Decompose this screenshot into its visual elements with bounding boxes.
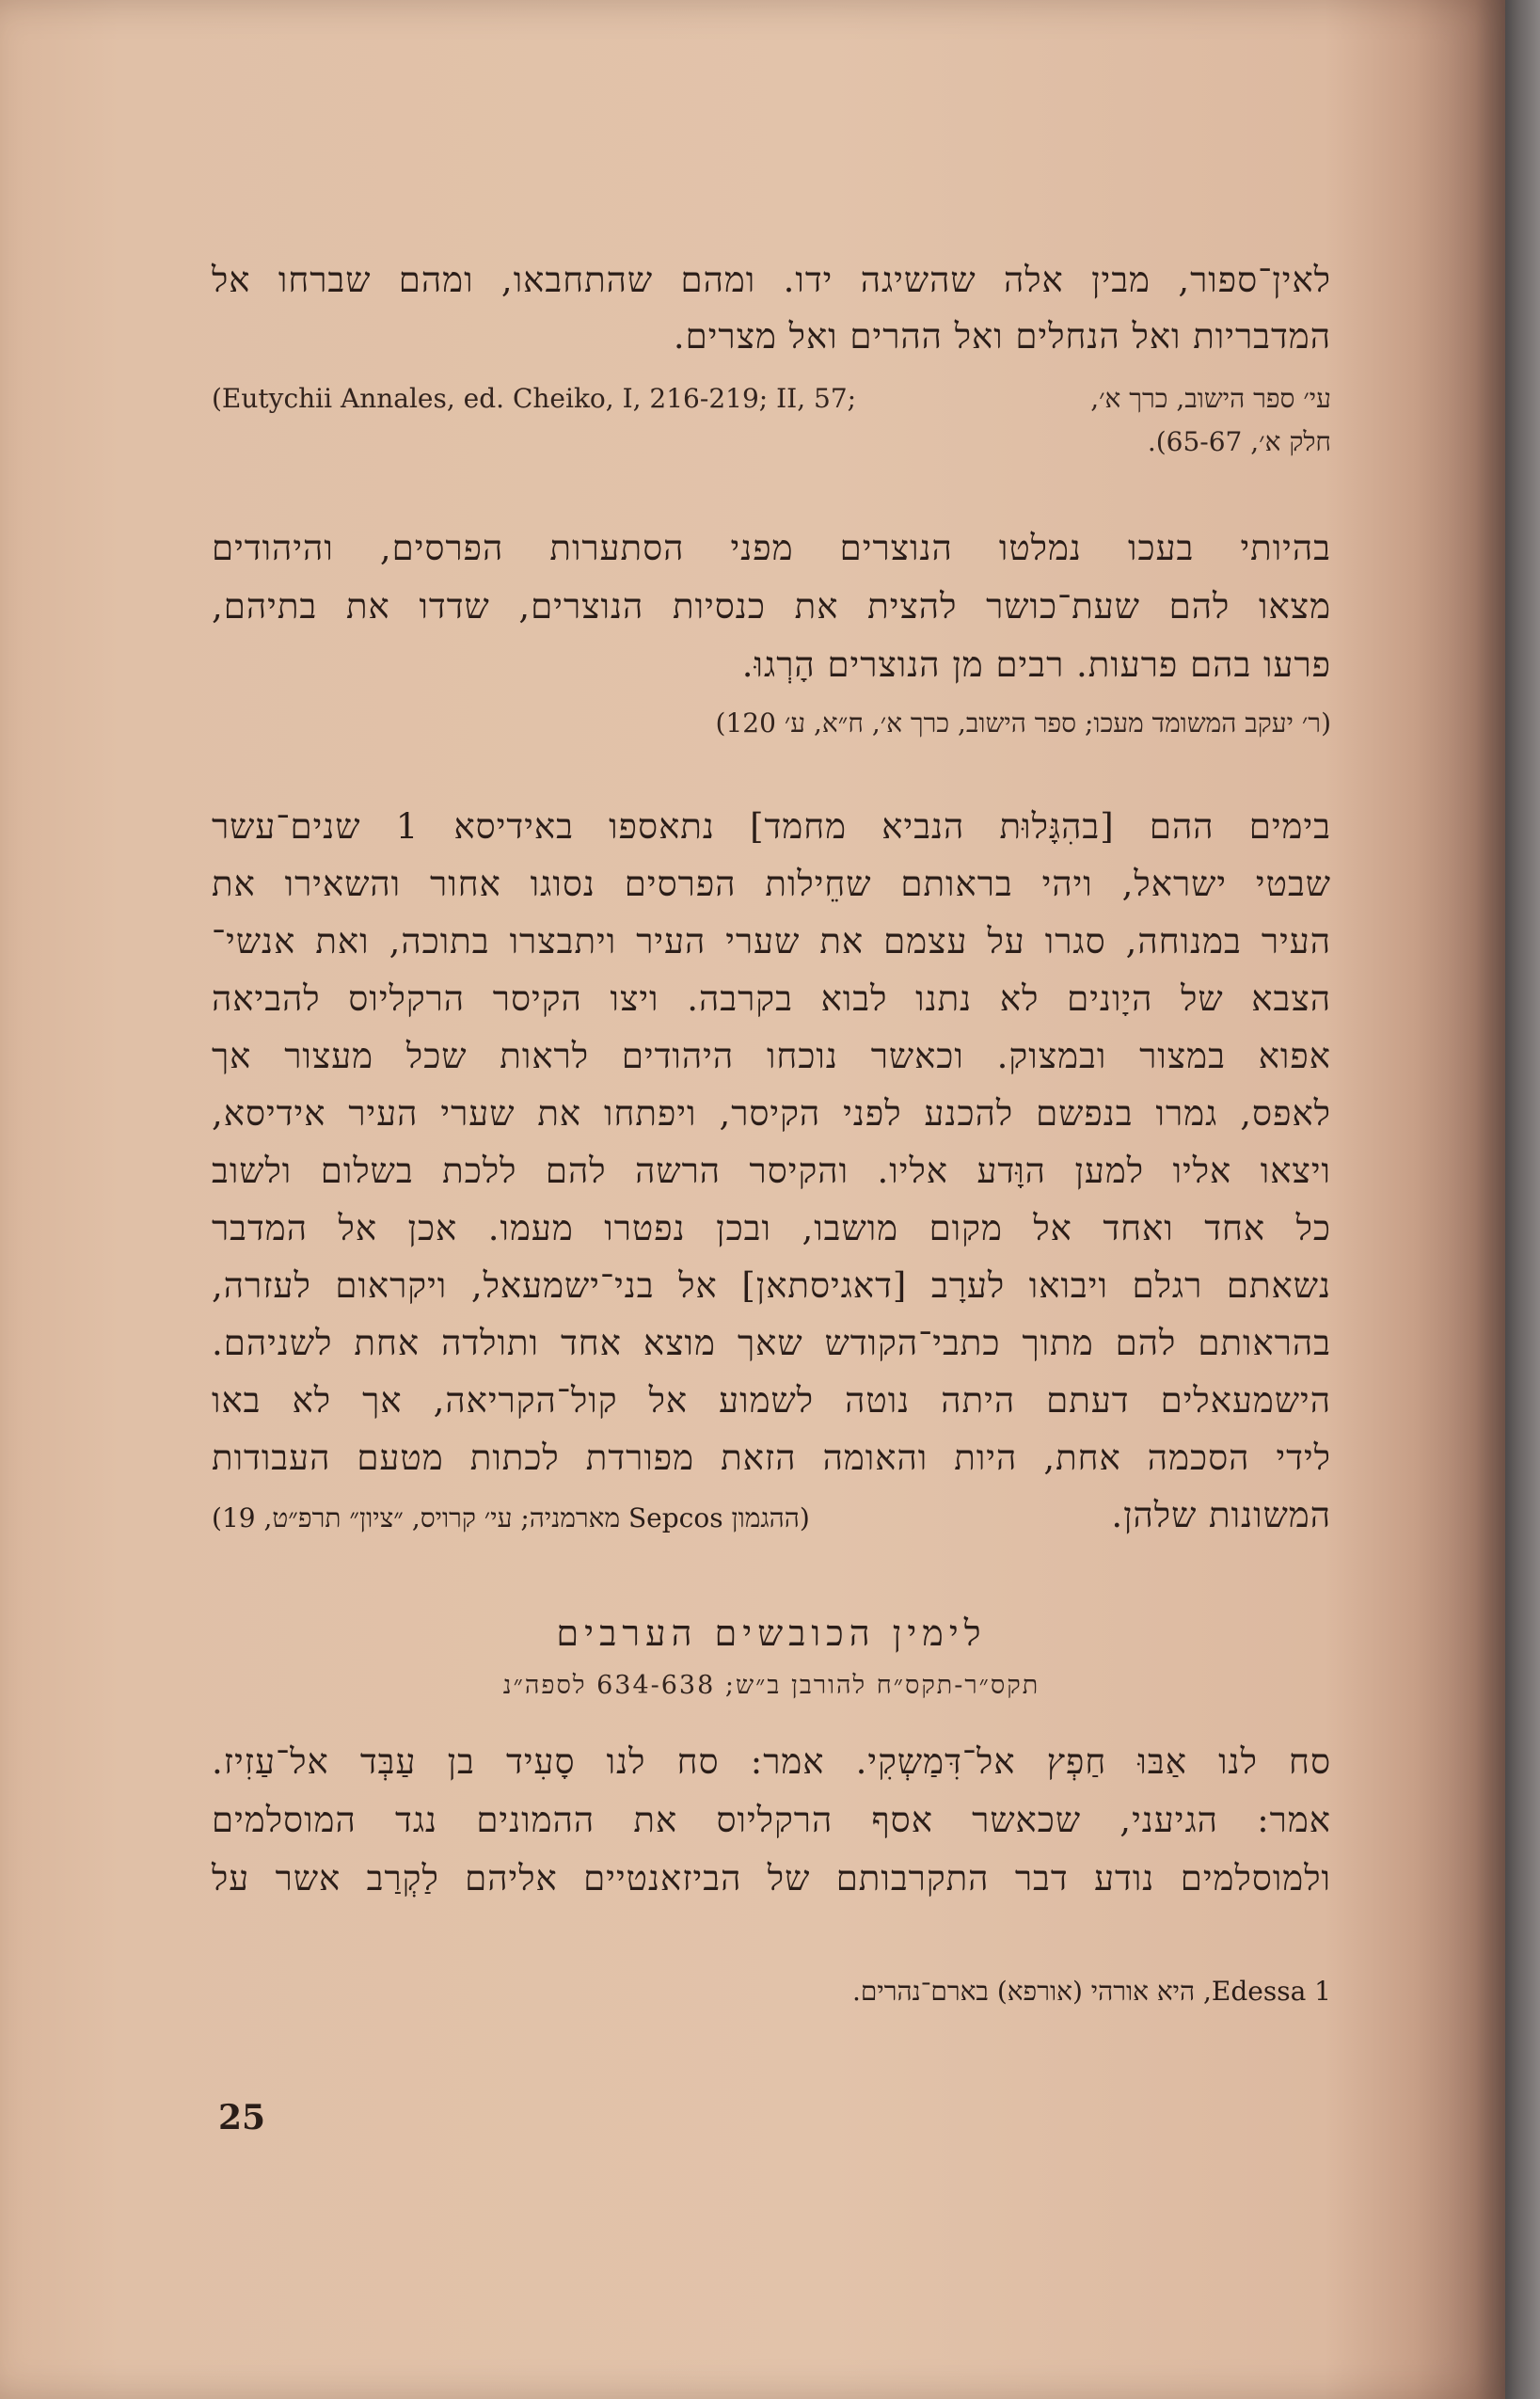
text-line: פרעו בהם פרעות. רבים מן הנוצרים הָרְגוּ. [741, 644, 1331, 685]
paragraph-2 [212, 519, 1331, 747]
source-hebrew: עי׳ ספר הישוב, כרך א׳, [1090, 383, 1331, 414]
text-line: לאפס, גמרו בנפשם להכנע לפני הקיסר, ויפתחו את שערי העיר אידיסא, [212, 1093, 1331, 1134]
text-line: הצבא של היָונים לא נתנו לבוא בקרבה. ויצו הקיסר הרקליוס להביאה [212, 978, 1331, 1019]
book-edge [1505, 0, 1540, 2399]
text-line: ולמוסלמים נודע דבר התקרבותם של הביזאנטיים אליהם לַקְרַב אשר על [212, 1858, 1331, 1899]
text-line: אפוא במצור ובמצוק. וכאשר נוכחו היהודים לראות שכל מעצור אך [212, 1036, 1331, 1076]
footnote: 1 Edessa, היא אורהי (אורפא) בארם־נהרים. [852, 1976, 1331, 2007]
text-line: נשאתם רגלם ויבואו לערָב [דאגיסתאן] אל בני־ישמעאל, ויקראום לעזרה, [212, 1265, 1331, 1306]
source-citation: (ההגמון Sepcos מארמניה; עי׳ קרויס, ״ציון״ תרפ״ט, 19) [212, 1502, 810, 1533]
text-line: המשונות שלהן. [1111, 1495, 1331, 1535]
text-line: ויצאו אליו למען הוָּדע אליו. והקיסר הרשה להם ללכת בשלום ולשוב [212, 1151, 1331, 1191]
section-subheading: תקס״ר-תקס״ח להורבן ב״ש; 634-638 לספה״נ [502, 1671, 1040, 1700]
paragraph-3 [212, 798, 1331, 1547]
paragraph-4 [212, 1733, 1331, 1908]
source-latin: (Eutychii Annales, ed. Cheiko, I, 216-219; II, 57; [212, 383, 857, 414]
text-line: העיר במנוחה, סגרו על עצמם את שערי העיר ויתבצרו בתוכה, ואת אנשי־ [212, 921, 1331, 961]
page-number: 25 [218, 2098, 266, 2137]
text-line: בימים ההם [בהִגָּלוּת הנביא מחמד] נתאספו באידיסא 1 שנים־עשר [212, 806, 1331, 847]
text-line: בהיותי בעכו נמלטו הנוצרים מפני הסתערות הפרסים, והיהודים [212, 528, 1331, 568]
text-line: כל אחד ואחד אל מקום מושבו, ובכן נפטרו מעמו. אכן אל המדבר [212, 1208, 1331, 1248]
text-line: מצאו להם שעת־כושר להצית את כנסיות הנוצרים, שדדו את בתיהם, [212, 586, 1331, 627]
text-line: בהראותם להם מתוך כתבי־הקודש שאך מוצא אחד ותולדה אחת לשניהם. [212, 1323, 1331, 1363]
text-line: הישמעאלים דעתם היתה נוטה לשמוע אל קול־הקריאה, אך לא באו [212, 1380, 1331, 1421]
source-citation [212, 378, 1331, 420]
text-line: לידי הסכמה אחת, היות והאומה הזאת מפורדת לכתות מטעם העבודות [212, 1438, 1331, 1478]
last-line-with-citation [212, 1486, 1331, 1547]
source-hebrew-2: חלק א׳, 65-67). [1147, 426, 1331, 457]
section-heading: לימין הכובשים הערבים [556, 1613, 987, 1654]
text-line: אמר: הגיעני, שכאשר אסף הרקליוס את ההמונים נגד המוסלמים [212, 1800, 1331, 1840]
text-line: סח לנו אַבּוּ חַפְץ אל־דִּמַשְקִי. אמר: סח לנו סָעִיד בן עַבְּד אל־עַזִיז. [212, 1741, 1331, 1782]
paragraph-1 [212, 252, 1331, 465]
text-line: המדבריות ואל הנחלים ואל ההרים ואל מצרים. [673, 316, 1331, 357]
source-text: (ר׳ יעקב המשומד מעכו; ספר הישוב, כרך א׳, ח״א, ע׳ 120) [715, 707, 1331, 739]
text-line: שבטי ישראל, ויהי בראותם שחֵילות הפרסים נסוגו אחור והשאירו את [212, 864, 1331, 904]
text-line: לאין־ספור, מבין אלה שהשיגה ידו. ומהם שהתחבאו, ומהם שברחו אל [212, 260, 1331, 300]
source-citation [212, 700, 1331, 747]
source-citation-cont [212, 420, 1331, 465]
